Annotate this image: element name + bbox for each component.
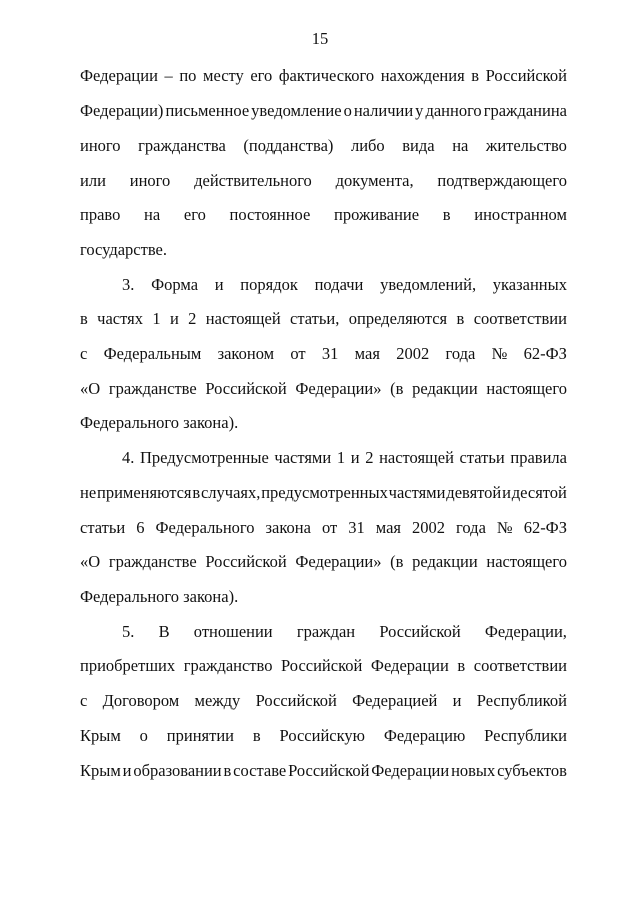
word: 2 [365,448,374,467]
word: его [183,205,206,224]
text-line [80,99,567,123]
word: или [80,171,106,190]
text-line [80,64,567,88]
word: – [164,66,173,85]
word: (подданства) [243,136,334,155]
word: указанных [492,275,567,294]
word: и [452,691,462,710]
word: частями [388,483,446,502]
word: Российскую [279,726,365,745]
word: письменное [165,101,250,120]
word: настоящей [379,448,454,467]
word: наличии [353,101,414,120]
word: подачи [314,275,364,294]
word: составе [233,761,287,780]
word: 1 [152,309,161,328]
word: о [139,726,148,745]
word: приобретших [80,656,176,675]
word: 6 [136,518,145,537]
word: настоящего [486,379,567,398]
word: «О [80,552,101,571]
word: статьи [459,448,505,467]
word: гражданства [138,136,226,155]
word: и [350,448,360,467]
word: вида [402,136,435,155]
word: В [158,622,170,641]
word: и [502,483,511,502]
word: десятой [511,483,567,502]
word: закона [265,518,311,537]
word: статьи, [290,309,340,328]
word: подтверждающего [437,171,567,190]
word: Российской [379,622,461,641]
word: граждан [296,622,356,641]
word: в [252,726,261,745]
word: гражданство [183,656,273,675]
word: 31 [348,518,365,537]
word: мая [354,344,380,363]
word: 62-ФЗ [523,344,567,363]
word: в [80,309,88,328]
word: жительство [485,136,567,155]
word: его [250,66,273,85]
word: 31 [321,344,339,363]
word: Федерации [370,656,449,675]
word: 2002 [412,518,446,537]
word: документа, [335,171,414,190]
word: гражданстве [108,379,197,398]
word: применяются [96,483,192,502]
word: статьи [80,518,126,537]
word: уведомление [251,101,342,120]
word: нахождения [380,66,465,85]
word: действительного [194,171,312,190]
text-line [80,654,567,678]
word: (в [390,379,404,398]
word: года [456,518,486,537]
word: гражданина [483,101,567,120]
word: Российской [205,379,287,398]
word: частями [274,448,332,467]
word: 5. [122,622,135,641]
text-line: Федерального закона). [80,413,239,432]
word: соответствии [473,309,567,328]
word: Федерального [155,518,255,537]
word: от [321,518,338,537]
word: 3. [122,275,135,294]
word: Федерации» [295,379,382,398]
word: 2 [188,309,197,328]
word: от [290,344,306,363]
word: и [122,761,132,780]
word: «О [80,379,101,398]
word: Федерации) [80,101,164,120]
word: право [80,205,121,224]
word: либо [350,136,385,155]
word: принятии [166,726,234,745]
text-line [80,377,567,401]
word: девятой [446,483,502,502]
word: Предусмотренные [140,448,269,467]
word: Республикой [476,691,567,710]
word: определяются [348,309,448,328]
word: 1 [336,448,346,467]
word: иностранном [474,205,567,224]
word: гражданстве [108,552,197,571]
word: правила [510,448,567,467]
word: образовании [133,761,222,780]
word: не [80,483,97,502]
text-line [80,759,567,783]
word: на [452,136,469,155]
word: фактического [278,66,375,85]
word: в [223,761,232,780]
text-line [122,446,567,470]
word: уведомлений, [380,275,477,294]
word: по [179,66,197,85]
word: на [144,205,161,224]
word: Российской [255,691,337,710]
text-line [80,203,567,227]
word: соответствии [473,656,567,675]
word: Российской [485,66,567,85]
word: между [194,691,241,710]
word: предусмотренных [261,483,388,502]
word: Федерации» [295,552,382,571]
word: субъектов [497,761,567,780]
word: Российской [281,656,363,675]
word: месту [203,66,244,85]
word: в [471,66,480,85]
text-line [80,169,567,193]
word: № [491,344,508,363]
word: (в [390,552,404,571]
word: Федеральным [103,344,202,363]
word: Российской [205,552,287,571]
word: 4. [122,448,135,467]
word: Республики [484,726,567,745]
text-line [80,481,567,505]
word: в [192,483,201,502]
word: Федерацию [383,726,466,745]
word: законом [217,344,275,363]
word: иного [80,136,121,155]
word: Федерацией [352,691,438,710]
word: в [456,309,465,328]
word: редакции [412,379,478,398]
word: Российской [288,761,370,780]
word: мая [375,518,402,537]
word: № [496,518,513,537]
word: настоящей [205,309,281,328]
word: настоящего [486,552,567,571]
word: о [343,101,352,120]
text-line [80,689,567,713]
word: Федерации, [484,622,567,641]
text-line: Федерального закона). [80,587,239,606]
text-line [80,550,567,574]
text-line [122,273,567,297]
word: Крым [80,761,121,780]
page-number: 15 [311,29,329,48]
text-line [122,620,567,644]
word: иного [129,171,171,190]
word: Договором [102,691,180,710]
word: частях [97,309,143,328]
word: Крым [80,726,121,745]
text-line: государстве. [80,240,167,259]
word: и [169,309,179,328]
word: Федерации [371,761,450,780]
word: постоянное [229,205,311,224]
word: данного [425,101,482,120]
word: и [214,275,224,294]
word: Форма [151,275,199,294]
word: случаях, [200,483,261,502]
word: Федерации [80,66,158,85]
text-line [80,724,567,748]
word: 2002 [396,344,430,363]
word: с [80,691,88,710]
word: новых [451,761,496,780]
word: 62-ФЗ [523,518,567,537]
word: в [442,205,451,224]
word: проживание [334,205,420,224]
word: у [415,101,424,120]
word: редакции [412,552,478,571]
word: порядок [240,275,298,294]
text-line [80,307,567,331]
text-line [80,516,567,540]
word: отношении [193,622,273,641]
word: в [457,656,466,675]
word: с [80,344,88,363]
word: года [445,344,476,363]
text-line [80,342,567,366]
text-line [80,134,567,158]
